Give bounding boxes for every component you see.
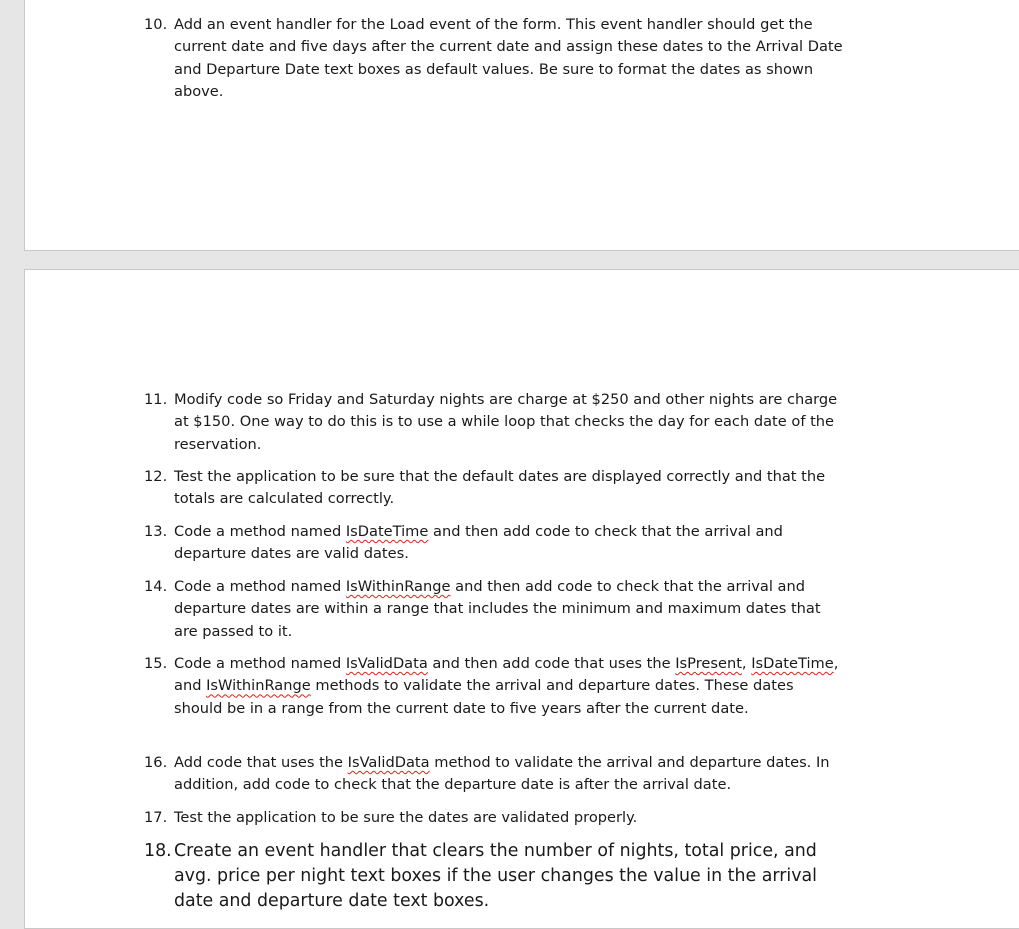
list-item-16 — [144, 752, 844, 797]
list-number: 12. — [144, 468, 168, 485]
list-item-17 — [144, 807, 844, 829]
list-text: Code a method named IsWithinRange and then add code to check that the arrival and departure dates are within a range that includes the minimum and maximum dates that are passed to it. — [174, 578, 821, 640]
list-number: 18. — [144, 841, 172, 861]
list-number: 16. — [144, 754, 168, 771]
list-text: Add an event handler for the Load event of the form. This event handler should get the current date and five days after the current date and assign these dates to the Arrival Date and Departure Date text boxes as default values. Be sure to format the dates as shown above. — [174, 16, 843, 101]
spellcheck-word[interactable]: IsWithinRange — [345, 578, 451, 595]
list-text: Test the application to be sure the dates are validated properly. — [174, 809, 638, 826]
list-text: Code a method named IsValidData and then add code that uses the IsPresent, IsDateTime, and IsWithinRange methods to validate the arrival and departure dates. These dates should be in a range from the current date to five years after the current date. — [174, 655, 839, 717]
spellcheck-word[interactable]: IsDateTime — [751, 655, 834, 672]
list-number: 10. — [144, 16, 168, 33]
list-number: 15. — [144, 655, 168, 672]
spellcheck-word[interactable]: IsWithinRange — [206, 677, 311, 695]
list-item-14 — [144, 576, 844, 643]
list-number: 11. — [144, 391, 168, 408]
list-number: 14. — [144, 578, 168, 595]
list-text: Code a method named IsDateTime and then add code to check that the arrival and departure dates are valid dates. — [174, 523, 783, 563]
list-item-10 — [144, 14, 844, 104]
list-text: Add code that uses the IsValidData method to validate the arrival and departure dates. In addition, add code to check that the departure date is after the arrival date. — [174, 754, 830, 794]
list-item-18 — [144, 839, 844, 914]
list-item-15 — [144, 653, 844, 720]
list-number: 13. — [144, 523, 168, 540]
list-text: Create an event handler that clears the number of nights, total price, and avg. price per night text boxes if the user changes the value in the arrival date and departure date text boxes. — [174, 841, 817, 911]
list-item-12 — [144, 466, 844, 511]
spellcheck-word[interactable]: IsDateTime — [345, 523, 429, 540]
spellcheck-word[interactable]: IsValidData — [347, 754, 430, 771]
spellcheck-word[interactable]: IsValidData — [345, 655, 428, 672]
list-item-11 — [144, 389, 844, 456]
list-text: Modify code so Friday and Saturday nights are charge at $250 and other nights are charge at $150. One way to do this is to use a while loop that checks the day for each date of the reservation. — [174, 391, 838, 453]
spellcheck-word[interactable]: IsPresent — [675, 655, 742, 672]
list-text: Test the application to be sure that the default dates are displayed correctly and that the totals are calculated correctly. — [174, 468, 826, 508]
list-number: 17. — [144, 809, 168, 826]
list-item-13 — [144, 521, 844, 566]
